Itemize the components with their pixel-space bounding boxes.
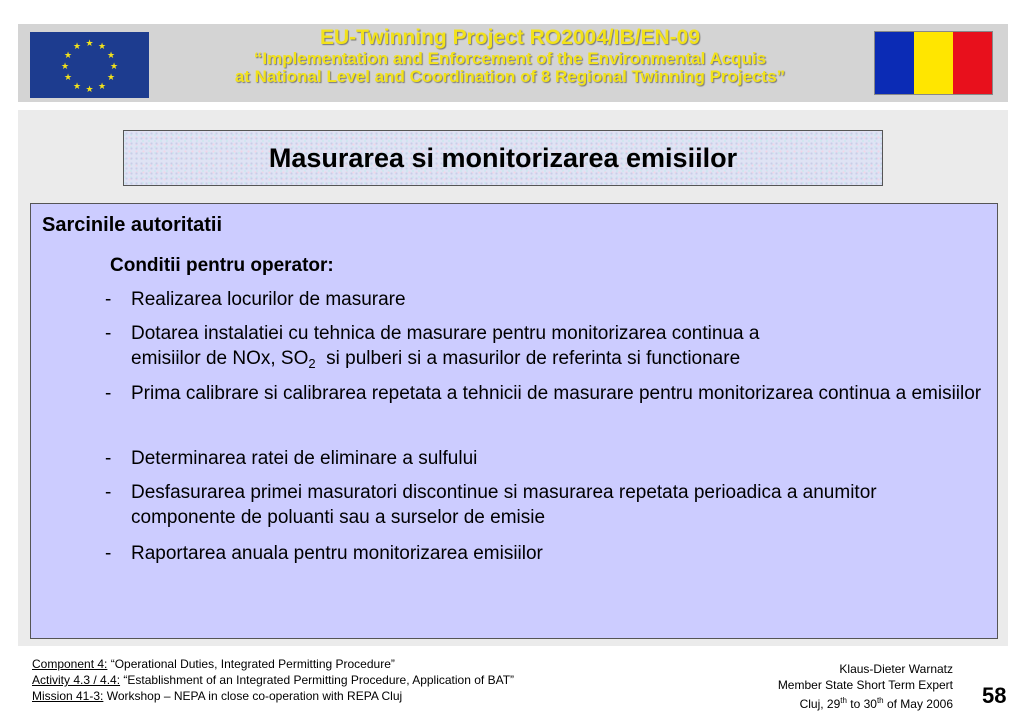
list-item-text-line2b: si pulberi si a masurilor de referinta si functionare bbox=[315, 348, 741, 369]
flag-stripe-red bbox=[953, 32, 992, 94]
list-item bbox=[105, 287, 985, 312]
list-dash: - bbox=[105, 448, 112, 469]
svg-text:★: ★ bbox=[97, 82, 107, 92]
footer-date: Cluj, 29th to 30th of May 2006 bbox=[799, 696, 953, 711]
slide-title: Masurarea si monitorizarea emisiilor bbox=[268, 142, 738, 173]
content-subtitle: Sarcinile autoritatii bbox=[42, 214, 223, 236]
footer-role: Member State Short Term Expert bbox=[777, 678, 953, 692]
footer-component-label: Component 4: bbox=[32, 657, 108, 671]
list-item bbox=[105, 321, 985, 376]
eu-stars-icon bbox=[30, 32, 149, 98]
footer-activity-text: “Establishment of an Integrated Permitting Procedure, Application of BAT” bbox=[120, 673, 515, 687]
list-item bbox=[105, 480, 985, 530]
list-dash: - bbox=[105, 289, 112, 310]
svg-text:★: ★ bbox=[72, 82, 82, 92]
svg-text:★: ★ bbox=[72, 42, 82, 52]
svg-text:★: ★ bbox=[85, 85, 94, 95]
list-item-text: Determinarea ratei de eliminare a sulfului bbox=[131, 448, 478, 469]
romania-flag-icon bbox=[874, 31, 993, 95]
footer-component-text: “Operational Duties, Integrated Permitting Procedure” bbox=[107, 657, 395, 671]
svg-text:★: ★ bbox=[63, 51, 73, 61]
list-item-text-line1: Dotarea instalatiei cu tehnica de masurare pentru monitorizarea continua a bbox=[131, 323, 760, 344]
list-item-text: Prima calibrare si calibrarea repetata a tehnicii de masurare pentru monitorizarea continua a emisiilor bbox=[131, 383, 982, 404]
conditions-heading: Conditii pentru operator: bbox=[110, 255, 334, 276]
list-item-text bbox=[105, 321, 985, 376]
flag-stripe-yellow bbox=[914, 32, 953, 94]
list-dash: - bbox=[105, 482, 112, 503]
list-item-text: Raportarea anuala pentru monitorizarea emisiilor bbox=[131, 543, 543, 564]
list-dash: - bbox=[105, 323, 112, 344]
eu-flag-icon bbox=[30, 32, 149, 98]
footer-component bbox=[32, 656, 514, 672]
list-item bbox=[105, 381, 985, 406]
svg-text:★: ★ bbox=[97, 42, 107, 52]
footer-activity bbox=[32, 672, 514, 688]
list-item-text-line2a: emisiilor de NOx, SO bbox=[131, 348, 309, 369]
footer-mission-label: Mission 41-3: bbox=[32, 689, 104, 703]
footer-mission-text: Workshop – NEPA in close co-operation with REPA Cluj bbox=[103, 689, 403, 703]
footer-left bbox=[32, 656, 514, 704]
svg-text:★: ★ bbox=[60, 62, 70, 72]
footer-author: Klaus-Dieter Warnatz bbox=[839, 662, 953, 676]
slide-title-box bbox=[123, 130, 883, 186]
svg-text:★: ★ bbox=[63, 73, 73, 83]
page-number: 58 bbox=[982, 683, 1007, 708]
project-header-text bbox=[160, 27, 860, 85]
list-item bbox=[105, 446, 985, 471]
flag-stripe-blue bbox=[875, 32, 914, 94]
footer-mission bbox=[32, 688, 514, 704]
footer-right bbox=[778, 661, 953, 712]
list-item bbox=[105, 541, 985, 566]
footer-activity-label: Activity 4.3 / 4.4: bbox=[32, 673, 121, 687]
list-dash: - bbox=[105, 383, 112, 404]
svg-text:★: ★ bbox=[106, 51, 116, 61]
subscript-2: 2 bbox=[308, 356, 316, 371]
project-code: EU-Twinning Project RO2004/IB/EN-09 bbox=[319, 26, 701, 49]
list-dash: - bbox=[105, 543, 112, 564]
list-item-text: Realizarea locurilor de masurare bbox=[131, 289, 406, 310]
project-subtitle-line1: “Implementation and Enforcement of the Environmental Acquis bbox=[253, 49, 767, 68]
project-subtitle-line2: at National Level and Coordination of 8 Regional Twinning Projects” bbox=[234, 67, 786, 86]
list-item-text: Desfasurarea primei masuratori discontinue si masurarea repetata perioadica a anumitor componente de poluanti sau a surselor de emisie bbox=[131, 482, 877, 528]
svg-text:★: ★ bbox=[85, 39, 94, 49]
svg-text:★: ★ bbox=[109, 62, 119, 72]
svg-text:★: ★ bbox=[106, 73, 116, 83]
